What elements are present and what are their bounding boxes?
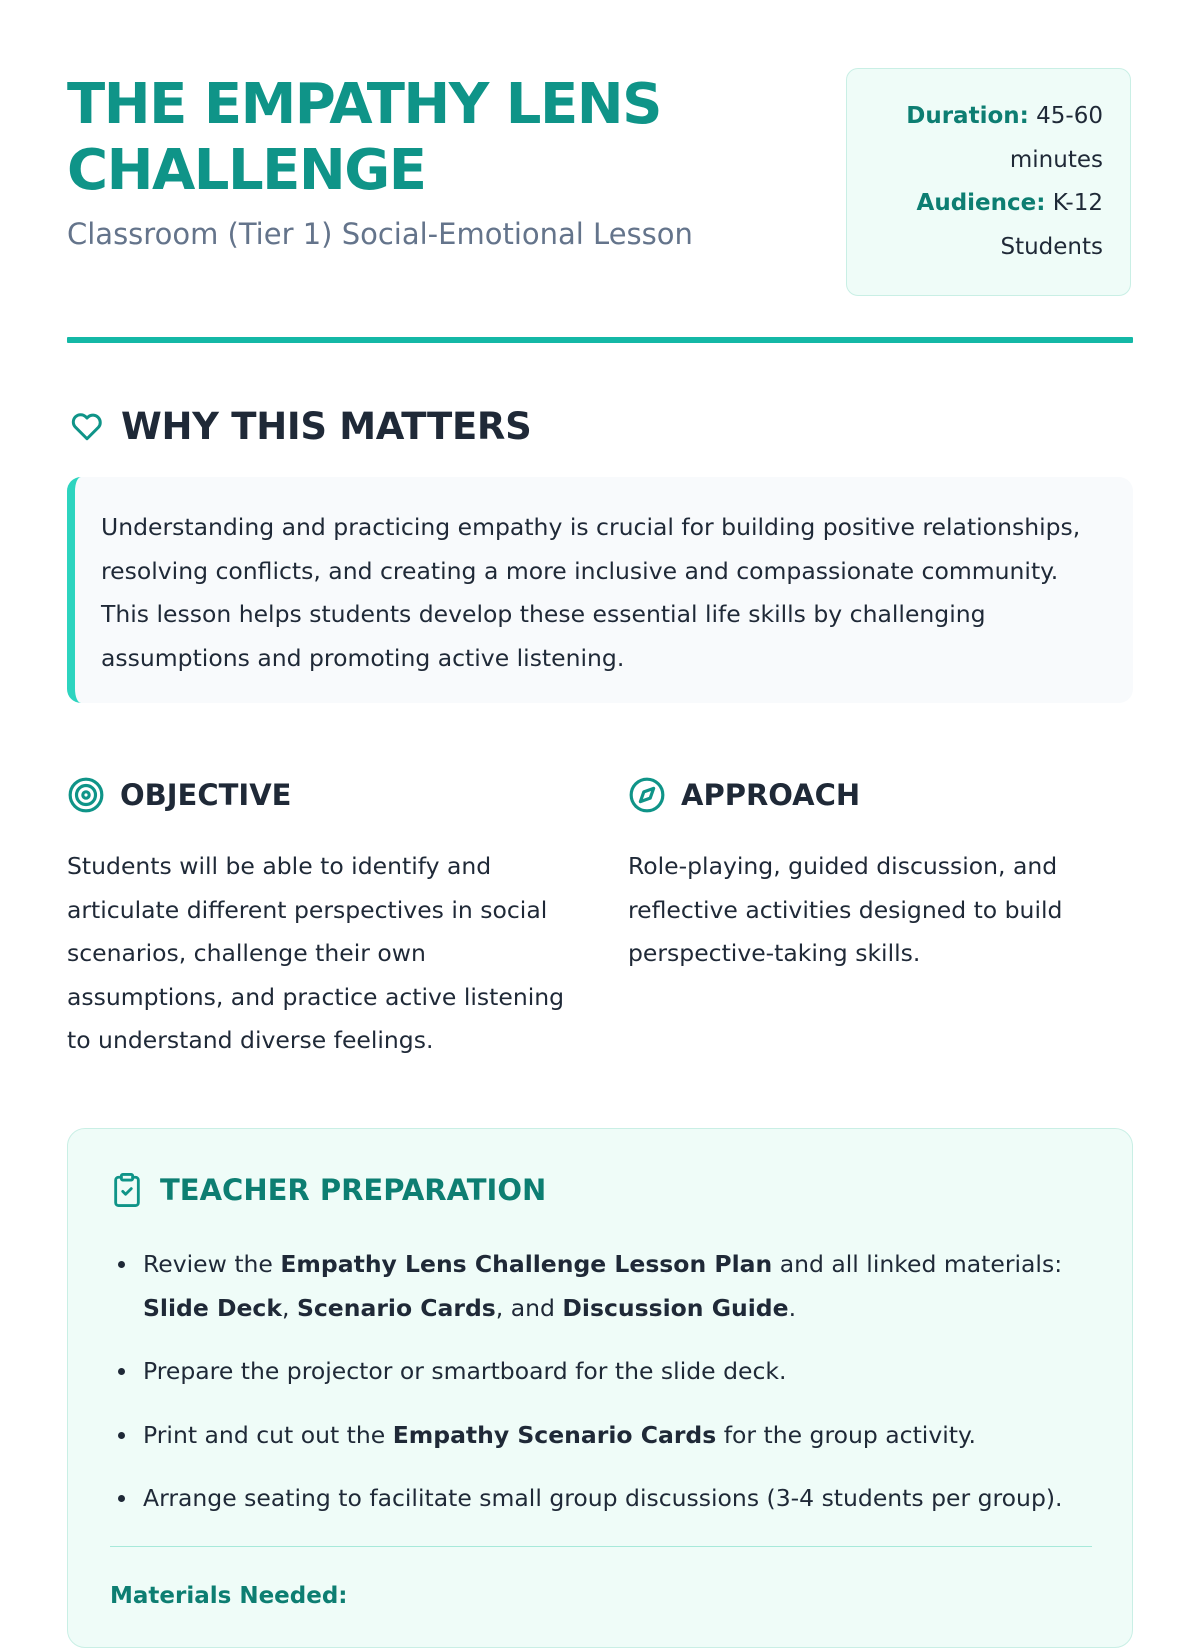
empathy-scenario-cards: Empathy Scenario Cards xyxy=(392,1420,717,1449)
lesson-meta-box xyxy=(846,68,1131,296)
why-heading-row xyxy=(67,402,531,450)
list-item: Print and cut out the Empathy Scenario Cards for the group activity. xyxy=(110,1414,1100,1458)
discussion-guide-link: Discussion Guide xyxy=(562,1293,789,1322)
list-item: Review the Empathy Lens Challenge Lesson Plan and all linked materials: Slide Deck, Scenario Cards, and Discussion Guide. xyxy=(110,1243,1100,1330)
slide-deck-link: Slide Deck xyxy=(143,1293,282,1322)
audience-label: Audience: xyxy=(916,190,1046,216)
scenario-cards-link: Scenario Cards xyxy=(296,1293,496,1322)
prep-heading-row xyxy=(110,1171,546,1209)
prep-divider xyxy=(110,1546,1092,1547)
list-item: Arrange seating to facilitate small group discussions (3-4 students per group). xyxy=(110,1477,1100,1521)
audience-row xyxy=(867,182,1103,269)
heart-icon xyxy=(67,406,107,446)
approach-heading-row xyxy=(628,775,860,815)
approach-heading: APPROACH xyxy=(681,778,861,812)
lesson-header xyxy=(67,70,1133,302)
prep-heading: TEACHER PREPARATION xyxy=(160,1173,547,1207)
target-icon xyxy=(67,776,105,814)
approach-text: Role-playing, guided discussion, and reflective activities designed to build perspective-taking skills. xyxy=(628,852,1063,967)
audience-value: K-12 Students xyxy=(1000,190,1103,260)
page-title: THE EMPATHY LENS CHALLENGE xyxy=(67,72,661,203)
why-heading: WHY THIS MATTERS xyxy=(121,404,532,448)
objective-heading-row xyxy=(67,775,291,815)
duration-row xyxy=(867,95,1103,182)
materials-heading: Materials Needed: xyxy=(110,1583,348,1609)
teacher-prep-card xyxy=(67,1128,1133,1648)
why-text: Understanding and practicing empathy is crucial for building positive relationships, resolving conflicts, and creating a more inclusive and compassionate community. This lesson helps students develop these essential life skills by challenging assumptions and promoting active listening. xyxy=(101,513,1081,672)
prep-list xyxy=(110,1243,1100,1541)
why-callout xyxy=(67,477,1133,703)
list-item: Prepare the projector or smartboard for the slide deck. xyxy=(110,1350,1100,1394)
lesson-plan-link: Empathy Lens Challenge Lesson Plan xyxy=(280,1250,773,1278)
clipboard-check-icon xyxy=(110,1171,144,1209)
objective-text: Students will be able to identify and articulate different perspectives in social scenarios, challenge their own assumptions, and practice active listening to understand diverse feelings. xyxy=(67,852,565,1054)
duration-label: Duration: xyxy=(906,103,1029,129)
compass-icon xyxy=(628,776,666,814)
page-subtitle: Classroom (Tier 1) Social-Emotional Lesson xyxy=(67,217,693,251)
duration-value: 45-60 minutes xyxy=(1009,103,1103,173)
header-divider xyxy=(67,337,1133,343)
objective-heading: OBJECTIVE xyxy=(120,778,292,812)
